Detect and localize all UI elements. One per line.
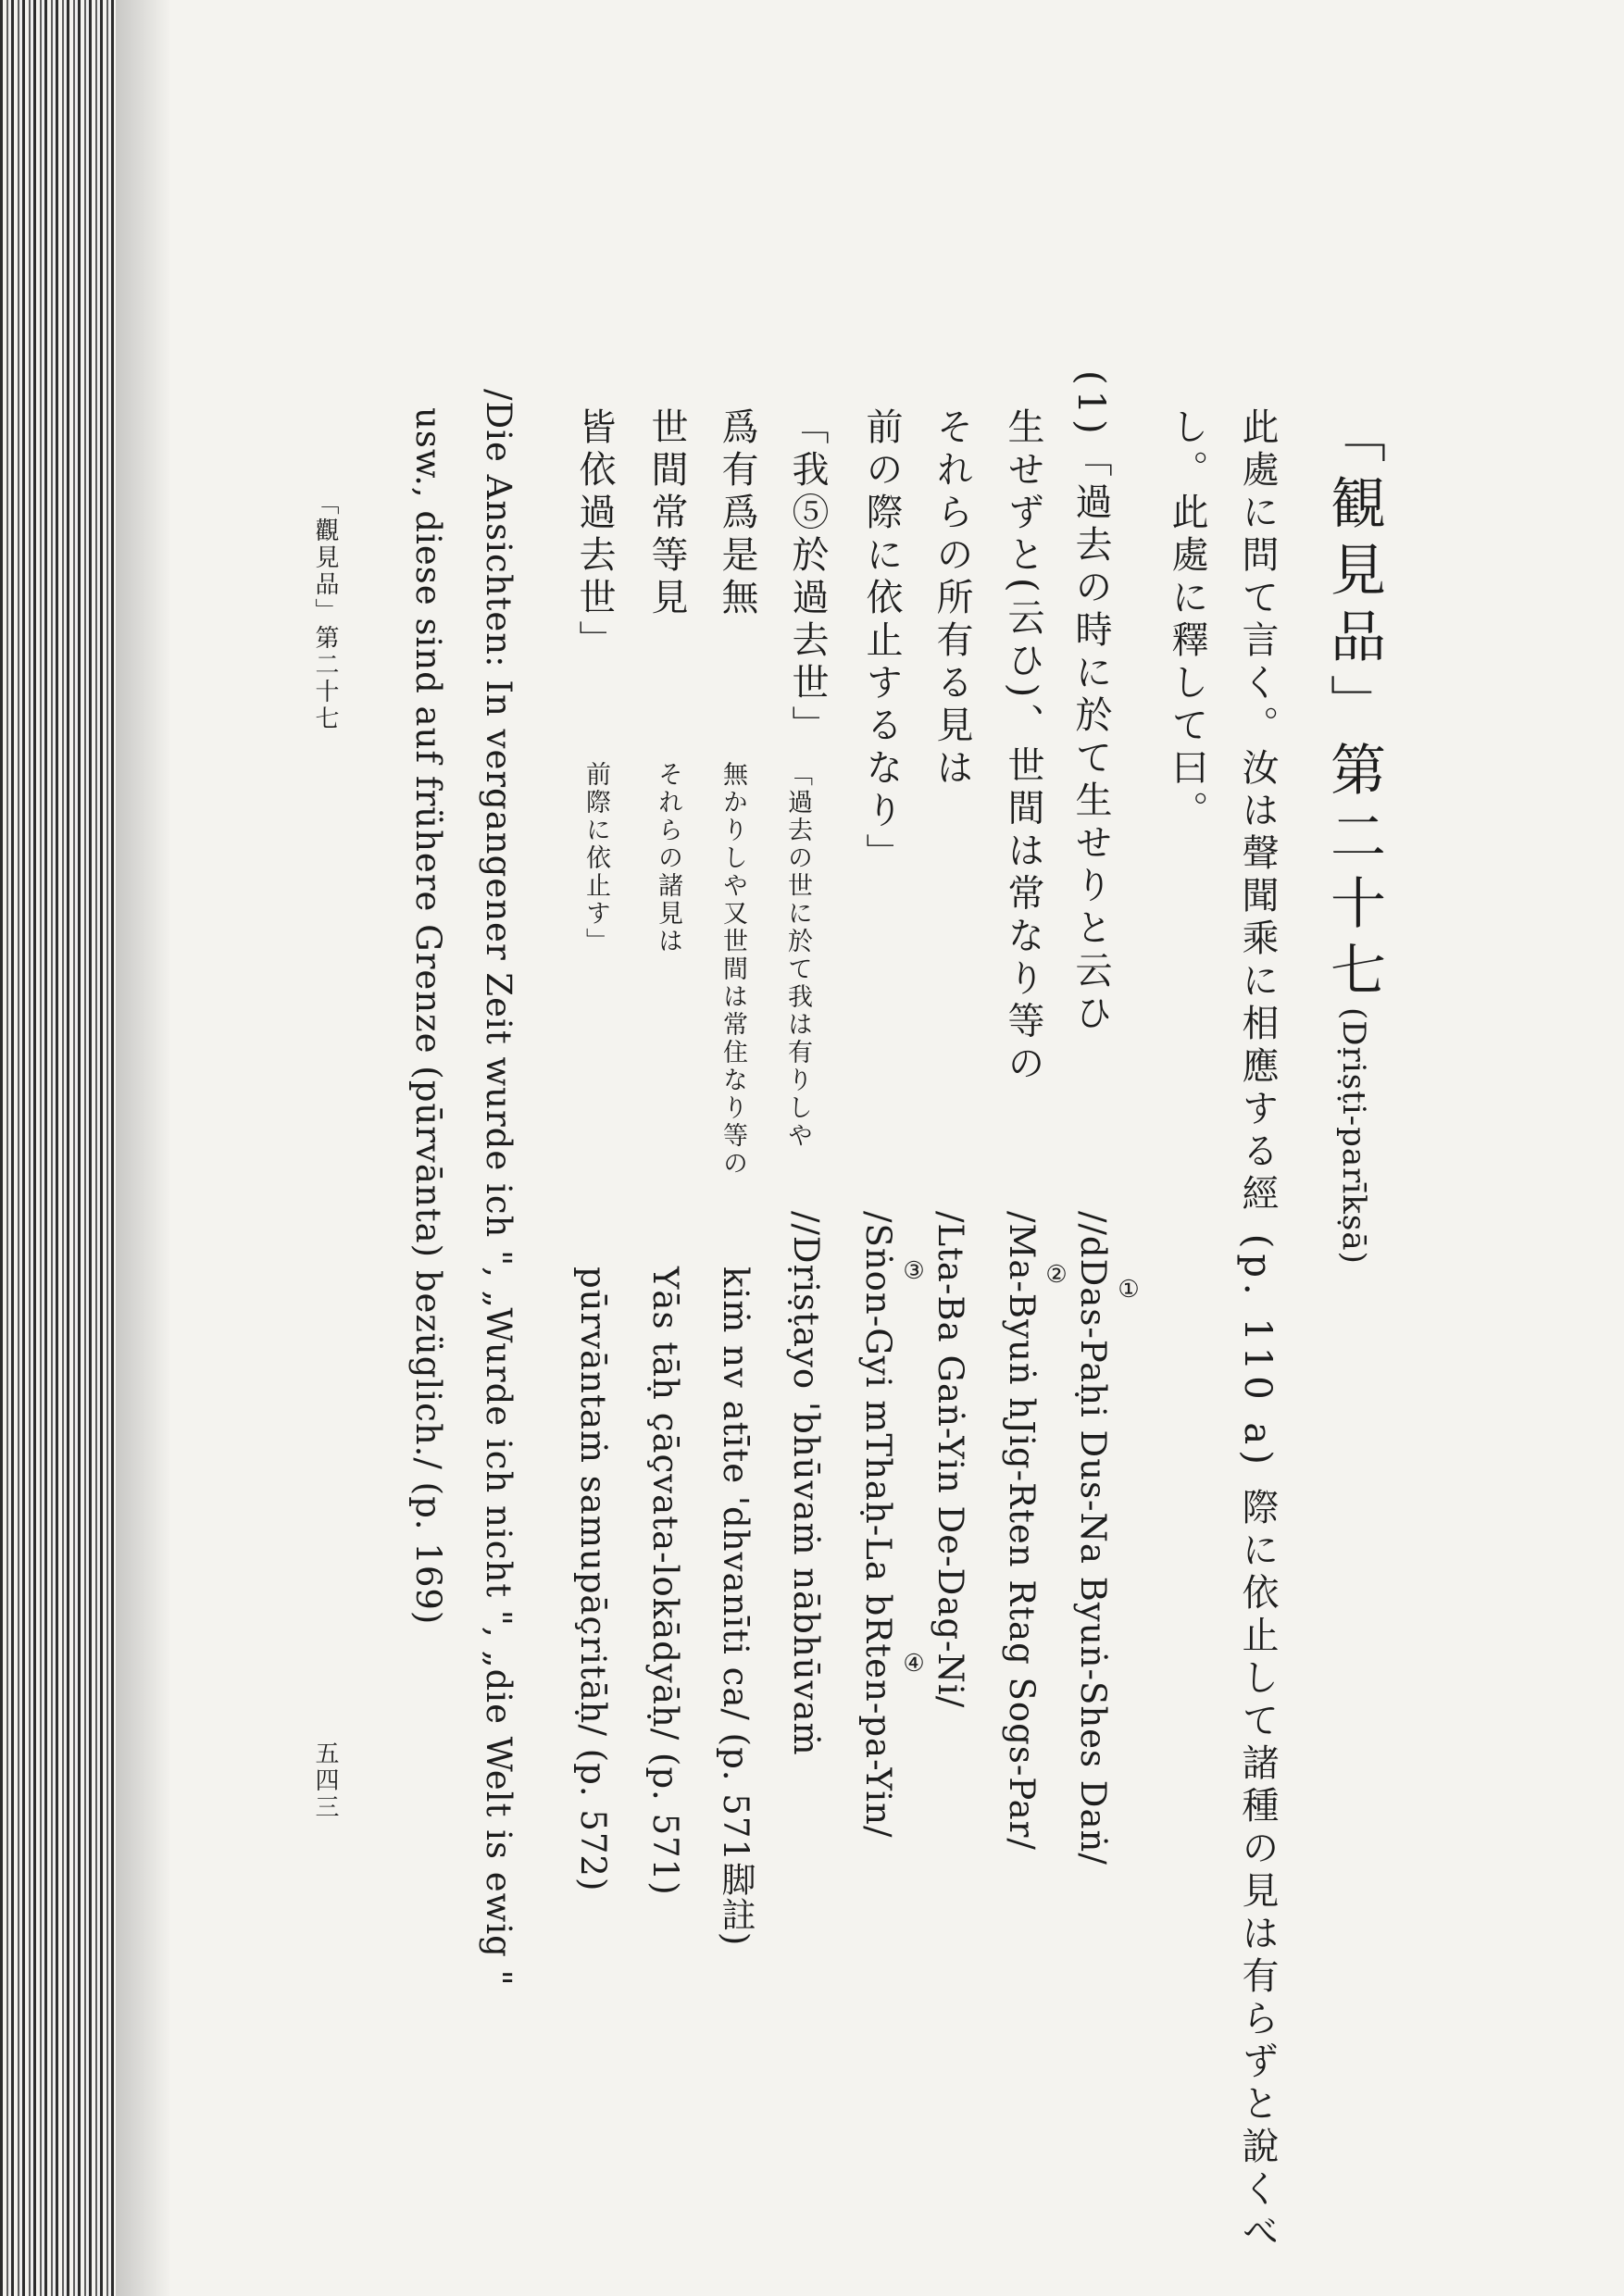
book-binding-edge <box>0 0 116 2296</box>
running-footer-title: 「觀見品」第二十七 <box>311 491 339 732</box>
verse-line-4: 前の際に依止するなり」 <box>860 407 903 876</box>
sanskrit-line-3: Yās tāḥ çāçvata-lokādyāḥ/ (p. 571) <box>645 1267 685 1896</box>
sanskrit-line-1: //Dṛiṣṭayo 'bhūvaṁ nābhūvaṁ <box>786 1211 826 1756</box>
verse-line-7: 世間常等見 <box>645 407 688 620</box>
intro-line-2: し。此處に釋して曰。 <box>1166 407 1208 833</box>
verse-line-8: 皆依過去世」 <box>573 407 616 663</box>
german-line-2: usw., diese sind auf frühere Grenze (pūrvānta) bezüglich./ (p. 169) <box>408 407 448 1626</box>
verse-line-6: 爲有爲是無 <box>716 407 758 620</box>
page-number: 五四三 <box>311 1741 339 1821</box>
intro-line-1: 此處に問て言く。汝は聲聞乘に相應する經 (p. 110 a) 際に依止して諸種の見は有らずと說くべ <box>1236 407 1279 2254</box>
tibetan-line-1: //dDas-Paḥi Dus-Na Byuṅ-Shes Daṅ/ <box>1073 1211 1113 1866</box>
footnote-mark-3: ③ <box>900 1257 928 1288</box>
binding-shadow <box>116 0 171 2296</box>
tibetan-line-2: /Ma-Byuṅ hJig-Rten Rtag Sogs-Par/ <box>1002 1211 1042 1851</box>
footnote-mark-2: ② <box>1043 1261 1070 1292</box>
gloss-line-3: それらの諸見は <box>654 761 682 955</box>
footnote-mark-1: ① <box>1115 1276 1143 1306</box>
gloss-line-4: 前際に依止す」 <box>581 761 610 955</box>
tibetan-line-4: /Sṅon-Gyi mThaḥ-La bRten-pa-Yin/ <box>858 1211 898 1839</box>
verse-line-2: 生せずと(云ひ)、世間は常なり等の <box>1002 407 1044 1087</box>
german-line-1: /Die Ansichten: In vergangener Zeit wurde ich ", „Wurde ich nicht ", „die Welt is ewig " <box>479 389 518 1987</box>
gloss-line-2: 無かりしや又世間は常住なり等の <box>718 761 747 1178</box>
sanskrit-line-4: pūrvāntaṁ samupāçritāḥ/ (p. 572) <box>573 1267 613 1892</box>
verse-line-5: 「我⑤於過去世」 <box>786 407 829 748</box>
chapter-title: 「観見品」第二十七(Dṛiṣṭi-parīkṣā) <box>1321 407 1386 1265</box>
sanskrit-line-2: kiṁ nv atīte 'dhvanīti ca/ (p. 571脚註) <box>716 1267 756 1947</box>
verse-line-1: (1)「過去の時に於て生せりと云ひ <box>1069 370 1112 1036</box>
footnote-mark-4: ④ <box>900 1650 928 1680</box>
tibetan-line-3: /Lta-Ba Gaṅ-Yin De-Dag-Ni/ <box>931 1211 970 1709</box>
gloss-line-1: 「過去の世に於て我は有りしや <box>783 761 812 1150</box>
verse-line-3: それらの所有る見は <box>931 407 973 791</box>
